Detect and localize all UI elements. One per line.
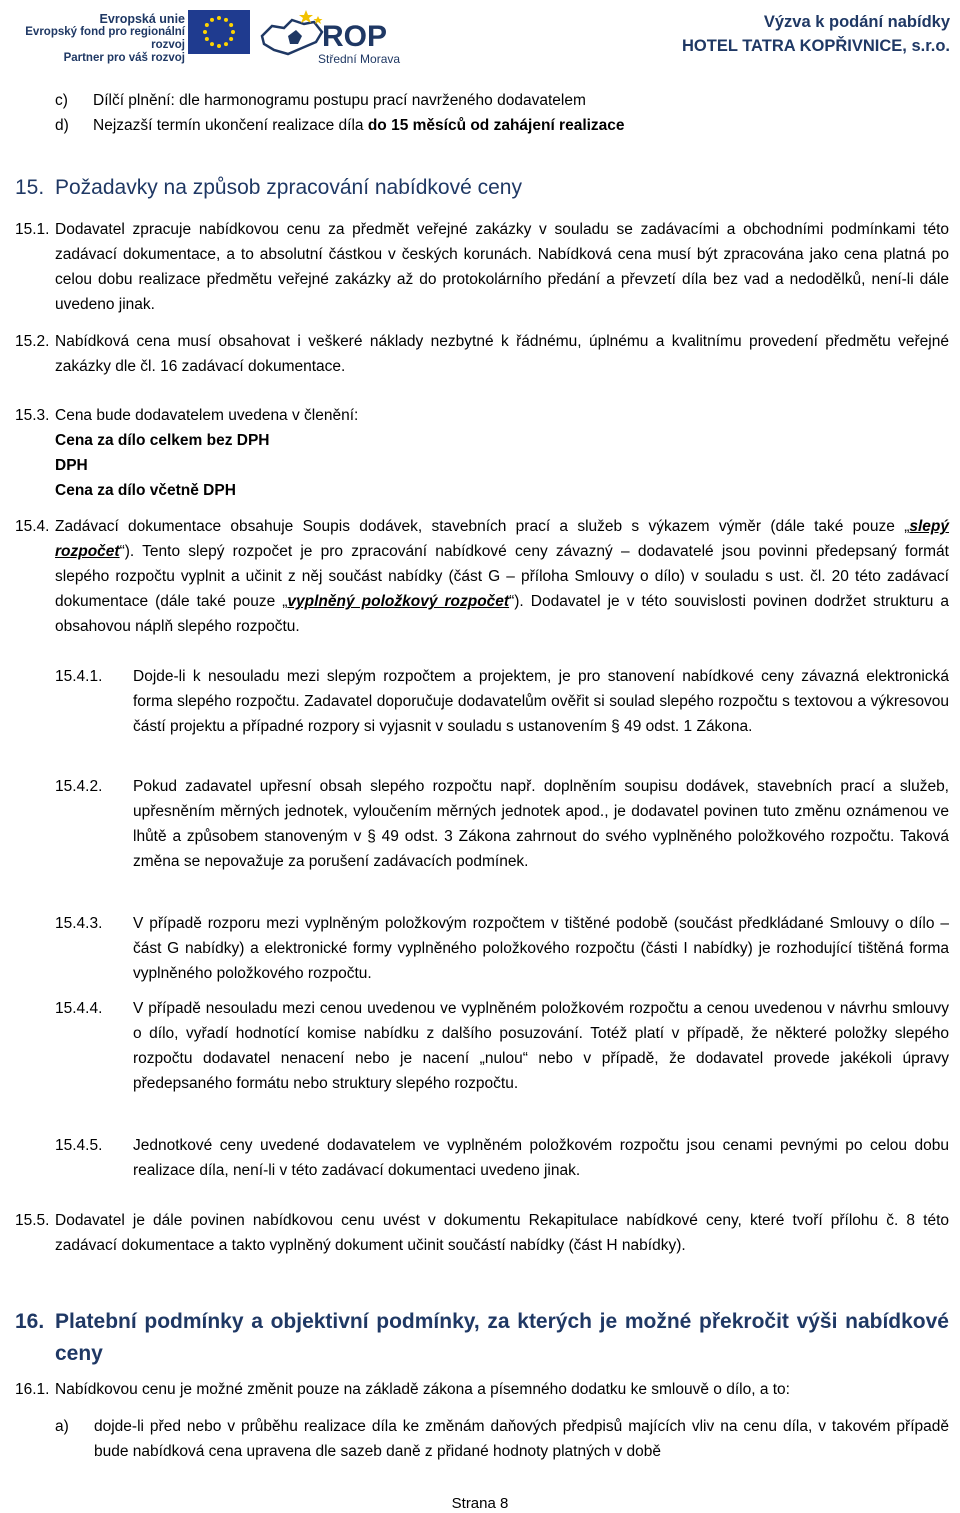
- section-16-number: 16.: [15, 1310, 45, 1333]
- eu-star-icon: [231, 30, 235, 34]
- document-title: [490, 10, 950, 58]
- sub-15-4-2: Pokud zadavatel upřesní obsah slepého rozpočtu např. doplněním soupisu dodávek, stavebních prací a služeb, upřesněním měrných jednotek, vyloučením měrných jednotek apod., je dodavatel povinen tuto změnu oznámenou ve lhůtě a způsobem stanoveným v § 49 odst. 3 Zákona zahrnout do svého vyplněného položkového rozpočtu. Taková změna se nepovažuje za porušení zadávacích podmínek.: [133, 778, 949, 870]
- eu-star-icon: [217, 16, 221, 20]
- para-15-3-intro: Cena bude dodavatelem uvedena v členění:: [55, 407, 359, 424]
- eu-star-icon: [210, 42, 214, 46]
- section-16-title: Platební podmínky a objektivní podmínky, za kterých je možné překročit výši nabídkové ceny: [55, 1310, 949, 1365]
- list-label-a: a): [55, 1418, 69, 1435]
- eu-star-icon: [229, 23, 233, 27]
- document-title-line2: HOTEL TATRA KOPŘIVNICE, s.r.o.: [682, 37, 950, 55]
- eu-logo-line: Partner pro váš rozvoj: [63, 52, 185, 64]
- document-title-line1: Výzva k podání nabídky: [763, 13, 950, 31]
- sub-15-4-5: Jednotkové ceny uvedené dodavatelem ve vyplněném položkovém rozpočtu jsou cenami pevnými po celou dobu realizace díla, není-li v této zadávací dokumentaci uvedeno jinak.: [133, 1137, 949, 1179]
- para-15-1-num: 15.1.: [15, 221, 50, 238]
- eu-star-icon: [205, 23, 209, 27]
- price-item: Cena za dílo včetně DPH: [55, 482, 236, 499]
- sub-15-4-3-num: 15.4.3.: [55, 915, 103, 932]
- list-label: c): [55, 92, 68, 109]
- eu-star-icon: [210, 18, 214, 22]
- price-item: DPH: [55, 457, 88, 474]
- para-text: Zadávací dokumentace obsahuje Soupis dodávek, stavebních prací a služeb s výkazem výměr (dále také pouze „: [55, 518, 910, 535]
- para-15-5: Dodavatel je dále povinen nabídkovou cenu uvést v dokumentu Rekapitulace nabídkové ceny, které tvoří přílohu č. 8 této zadávací dokumentace a takto vyplněný dokument učinit součástí nabídky (část H nabídky).: [55, 1212, 949, 1254]
- eu-flag-icon: [188, 10, 250, 54]
- eu-star-icon: [205, 37, 209, 41]
- eu-logo-line: Evropský fond pro regionální rozvoj: [25, 26, 185, 51]
- eu-star-icon: [229, 37, 233, 41]
- eu-logo-line: Evropská unie: [99, 12, 185, 26]
- rop-subtitle: Střední Morava: [318, 52, 401, 66]
- eu-logo-text: [5, 13, 185, 65]
- para-15-1: Dodavatel zpracuje nabídkovou cenu za předmět veřejné zakázky v souladu se zadávacími a obchodními podmínkami této zadávací dokumentace, a to absolutní částkou v českých korunách. Nabídková cena musí být zpracována jako cena platná po celou dobu realizace předmětu veřejné zakázky až do protokolárního předání a převzetí díla bez vad a nedodělků, není-li dále uvedeno jinak.: [55, 221, 949, 313]
- list-text-bold: do 15 měsíců od zahájení realizace: [367, 117, 625, 134]
- page-header: [0, 0, 960, 68]
- para-15-2: Nabídková cena musí obsahovat i veškeré náklady nezbytné k řádnému, úplnému a kvalitnímu provedení předmětu veřejné zakázky dle čl. 16 zadávací dokumentace.: [55, 333, 949, 375]
- rop-logo: ROP: [322, 20, 388, 53]
- list-item-c: [55, 88, 935, 113]
- price-item: Cena za dílo celkem bez DPH: [55, 432, 270, 449]
- para-15-4: [55, 514, 949, 639]
- sub-15-4-4-num: 15.4.4.: [55, 1000, 103, 1017]
- eu-star-icon: [224, 18, 228, 22]
- list-item-d: [55, 113, 935, 138]
- section-title: Požadavky na způsob zpracování nabídkové ceny: [55, 176, 522, 199]
- eu-star-icon: [203, 30, 207, 34]
- page-number: Strana 8: [451, 1495, 509, 1512]
- sub-15-4-1: Dojde-li k nesouladu mezi slepým rozpočtem a projektem, je pro stanovení nabídkové ceny závazná elektronická forma slepého rozpočtu. Zadavatel doporučuje dodavatelům ověřit si soulad slepého rozpočtu s textovou a výkresovou částí projektu a případné rozpory si vyjasnit v souladu s ustanovením § 49 odst. 1 Zákona.: [133, 668, 949, 735]
- para-15-5-num: 15.5.: [15, 1212, 50, 1229]
- sub-15-4-2-num: 15.4.2.: [55, 778, 103, 795]
- list-label: d): [55, 117, 69, 134]
- sub-15-4-1-num: 15.4.1.: [55, 668, 103, 685]
- para-15-3: [55, 403, 949, 503]
- sub-15-4-5-num: 15.4.5.: [55, 1137, 103, 1154]
- sub-15-4-3: V případě rozporu mezi vyplněným položkovým rozpočtem v tištěné podobě (součást předkládané Smlouvy o dílo – část G nabídky) a elektronické formy vyplněného položkového rozpočtu (části I nabídky) je rozhodující tištěná forma vyplněného položkového rozpočtu.: [133, 915, 949, 982]
- list-text: Dílčí plnění: dle harmonogramu postupu prací navrženého dodavatelem: [93, 92, 586, 109]
- section-number: 15.: [15, 176, 45, 199]
- term-vyplneny-rozpocet: vyplněný položkový rozpočet: [287, 593, 510, 610]
- list-text-a: dojde-li před nebo v průběhu realizace díla ke změnám daňových předpisů majících vliv na cenu díla, v takovém případě bude nabídková cena upravena dle sazeb daně z přidané hodnoty platných v době: [94, 1418, 949, 1460]
- list-text: Nejzazší termín ukončení realizace díla: [93, 117, 368, 134]
- eu-star-icon: [217, 44, 221, 48]
- eu-star-icon: [224, 42, 228, 46]
- para-16-1-num: 16.1.: [15, 1381, 50, 1398]
- para-text: “). Dodavatel je v této souvislosti povinen dodržet strukturu a obsahovou náplň slepého rozpočtu.: [55, 593, 949, 635]
- sub-15-4-4: V případě nesouladu mezi cenou uvedenou ve vyplněném položkovém rozpočtu a cenou uvedenou v návrhu smlouvy o dílo, vyřadí hodnotící komise nabídku z dalšího posuzování. Totéž platí v případě, že některé položky slepého rozpočtu dodavatel nenacení nebo je nacení „nulou“ nebo v případě, že dodavatel provede jakékoli úpravy předepsaného formátu nebo struktury slepého rozpočtu.: [133, 1000, 949, 1092]
- para-text: “). Tento slepý rozpočet je pro zpracování nabídkové ceny závazný – dodavatelé jsou povinni předepsaný formát slepého rozpočtu vyplnit a učinit z něj součást nabídky (část G – příloha Smlouvy o dílo) v souladu s ust. čl. 20 této zadávací dokumentace (dále také pouze „: [55, 543, 949, 610]
- para-16-1: Nabídkovou cenu je možné změnit pouze na základě zákona a písemného dodatku ke smlouvě o dílo, a to:: [55, 1381, 790, 1398]
- para-15-3-num: 15.3.: [15, 407, 50, 424]
- para-15-2-num: 15.2.: [15, 333, 50, 350]
- para-15-4-num: 15.4.: [15, 518, 50, 535]
- term-slepy-rozpocet: slepý rozpočet: [55, 518, 949, 560]
- section-15-heading: [15, 176, 935, 200]
